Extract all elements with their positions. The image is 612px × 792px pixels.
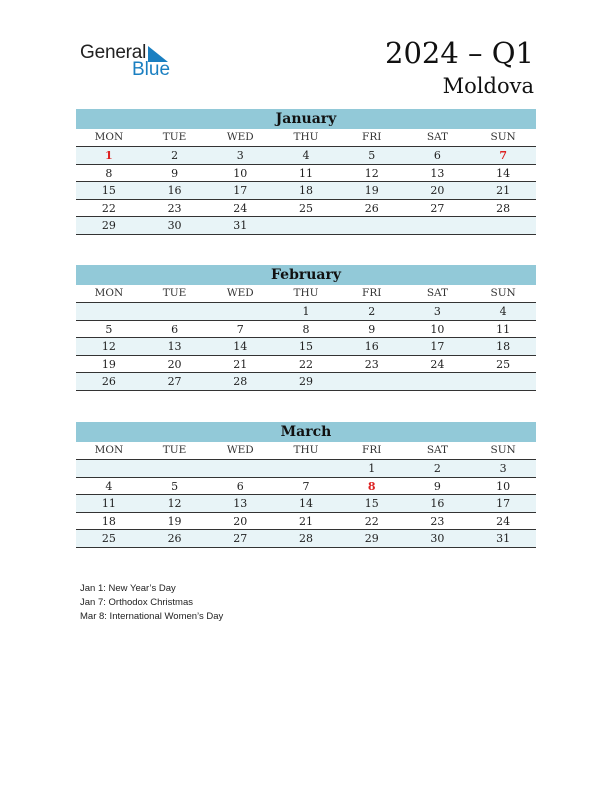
day-cell: 29 <box>298 375 313 388</box>
day-cell: 3 <box>433 305 441 318</box>
day-cell: 14 <box>233 340 248 353</box>
day-cell: 23 <box>364 357 379 371</box>
week-row <box>76 217 536 235</box>
day-cell: 12 <box>101 340 116 353</box>
day-cell: 10 <box>430 322 445 336</box>
logo-text-general: General <box>80 42 147 63</box>
day-cell: 10 <box>496 479 511 493</box>
day-cell: 22 <box>101 201 116 215</box>
day-cell: 31 <box>233 219 248 232</box>
day-cell: 18 <box>496 340 511 353</box>
day-cell: 12 <box>364 166 379 180</box>
day-cell: 2 <box>433 462 441 475</box>
day-cell: 9 <box>171 166 179 180</box>
day-cell <box>207 303 273 320</box>
day-cell: 13 <box>167 340 182 353</box>
day-cell: 30 <box>167 219 182 232</box>
day-cell: 18 <box>298 184 313 197</box>
day-cell: 5 <box>368 149 376 162</box>
day-cell <box>470 217 536 234</box>
generalblue-logo <box>80 40 200 80</box>
day-cell: 9 <box>433 479 441 493</box>
day-cell: 21 <box>298 514 313 528</box>
day-cell: 9 <box>368 322 376 336</box>
day-cell: 3 <box>236 149 244 162</box>
day-cell: 25 <box>298 201 313 215</box>
weekday-label: SAT <box>426 287 449 299</box>
day-cell: 20 <box>430 184 445 197</box>
day-cell: 4 <box>105 479 113 493</box>
day-cell: 6 <box>236 479 244 493</box>
day-cell <box>339 217 405 234</box>
day-cell: 25 <box>101 532 116 545</box>
day-cell: 6 <box>171 322 179 336</box>
day-cell: 26 <box>364 201 379 215</box>
day-cell: 12 <box>167 497 182 510</box>
day-cell: 4 <box>499 305 507 318</box>
month-header: March <box>76 422 536 442</box>
weekday-label: MON <box>94 287 124 299</box>
weekday-label: TUE <box>162 287 187 299</box>
week-row <box>76 321 536 339</box>
day-cell <box>339 373 405 390</box>
day-cell: 30 <box>430 532 445 545</box>
weekday-label: TUE <box>162 131 187 143</box>
day-cell: 25 <box>496 357 511 371</box>
weekday-label: FRI <box>362 131 382 143</box>
day-cell: 14 <box>496 166 511 180</box>
day-cell: 16 <box>167 184 182 197</box>
holiday-day-cell: 8 <box>367 479 376 493</box>
week-row <box>76 530 536 548</box>
weekday-label: SAT <box>426 444 449 456</box>
day-cell <box>405 373 471 390</box>
day-cell: 18 <box>101 514 116 528</box>
month-header: January <box>76 109 536 129</box>
week-row <box>76 338 536 356</box>
month-calendar-february <box>76 265 536 391</box>
day-cell: 29 <box>364 532 379 545</box>
weekday-label: MON <box>94 444 124 456</box>
day-cell: 20 <box>167 357 182 371</box>
week-row <box>76 165 536 183</box>
day-cell <box>207 460 273 477</box>
day-cell: 24 <box>496 514 511 528</box>
day-cell <box>142 460 208 477</box>
weekday-label: SAT <box>426 131 449 143</box>
day-cell: 23 <box>430 514 445 528</box>
day-cell: 17 <box>233 184 248 197</box>
weekday-label: THU <box>293 287 319 299</box>
day-cell: 21 <box>233 357 248 371</box>
day-cell: 31 <box>496 532 511 545</box>
day-cell: 20 <box>233 514 248 528</box>
day-cell <box>76 460 142 477</box>
week-row <box>76 495 536 513</box>
day-cell: 1 <box>368 462 376 475</box>
day-cell: 3 <box>499 462 507 475</box>
weekday-header-row <box>76 285 536 303</box>
month-calendar-january <box>76 109 536 235</box>
weekday-label: WED <box>226 287 254 299</box>
week-row <box>76 182 536 200</box>
weekday-label: FRI <box>362 444 382 456</box>
day-cell: 11 <box>298 166 313 180</box>
day-cell: 13 <box>430 166 445 180</box>
day-cell: 29 <box>101 219 116 232</box>
page-title: 2024 – Q1 <box>385 36 534 70</box>
day-cell: 19 <box>364 184 379 197</box>
day-cell: 28 <box>233 375 248 388</box>
day-cell: 2 <box>171 149 179 162</box>
month-calendar-march <box>76 422 536 548</box>
day-cell: 26 <box>167 532 182 545</box>
day-cell: 11 <box>101 497 116 510</box>
day-cell: 21 <box>496 184 511 197</box>
day-cell <box>470 373 536 390</box>
day-cell: 16 <box>364 340 379 353</box>
week-row <box>76 460 536 478</box>
day-cell: 13 <box>233 497 248 510</box>
holiday-day-cell: 7 <box>499 149 507 162</box>
weekday-label: THU <box>293 131 319 143</box>
day-cell: 24 <box>233 201 248 215</box>
day-cell: 1 <box>302 305 310 318</box>
week-row <box>76 200 536 218</box>
weekday-label: SUN <box>490 444 516 456</box>
holiday-notes <box>80 582 223 624</box>
week-row <box>76 147 536 165</box>
day-cell: 27 <box>430 201 445 215</box>
week-row <box>76 373 536 391</box>
weekday-label: WED <box>226 131 254 143</box>
day-cell: 28 <box>496 201 511 215</box>
day-cell: 22 <box>364 514 379 528</box>
week-row <box>76 478 536 496</box>
day-cell: 5 <box>105 322 113 336</box>
weekday-label: WED <box>226 444 254 456</box>
day-cell: 10 <box>233 166 248 180</box>
holiday-note: Mar 8: International Women’s Day <box>80 611 224 622</box>
holiday-day-cell: 1 <box>105 149 113 162</box>
day-cell: 19 <box>167 514 182 528</box>
day-cell: 27 <box>167 375 182 388</box>
weekday-label: SUN <box>490 131 516 143</box>
day-cell: 15 <box>298 340 313 353</box>
day-cell: 7 <box>302 479 310 493</box>
day-cell: 16 <box>430 497 445 510</box>
logo-text-blue: Blue <box>132 59 171 80</box>
day-cell: 2 <box>368 305 376 318</box>
day-cell: 5 <box>171 479 179 493</box>
day-cell <box>142 303 208 320</box>
day-cell: 4 <box>302 149 310 162</box>
day-cell: 11 <box>496 322 511 336</box>
week-row <box>76 303 536 321</box>
holiday-note: Jan 1: New Year’s Day <box>80 583 176 594</box>
day-cell: 19 <box>101 357 116 371</box>
day-cell: 14 <box>298 497 313 510</box>
month-header: February <box>76 265 536 285</box>
day-cell: 28 <box>298 532 313 545</box>
country-name: Moldova <box>442 74 534 98</box>
weekday-label: MON <box>94 131 124 143</box>
day-cell: 22 <box>298 357 313 371</box>
week-row <box>76 513 536 531</box>
week-row <box>76 356 536 374</box>
weekday-label: THU <box>293 444 319 456</box>
day-cell: 24 <box>430 357 445 371</box>
day-cell: 17 <box>496 497 511 510</box>
day-cell <box>76 303 142 320</box>
day-cell <box>273 217 339 234</box>
weekday-header-row <box>76 442 536 460</box>
day-cell: 6 <box>433 149 441 162</box>
weekday-label: TUE <box>162 444 187 456</box>
weekday-label: FRI <box>362 287 382 299</box>
day-cell: 15 <box>101 184 116 197</box>
day-cell: 7 <box>236 322 244 336</box>
day-cell: 8 <box>302 322 310 336</box>
weekday-label: SUN <box>490 287 516 299</box>
weekday-header-row <box>76 129 536 147</box>
day-cell <box>405 217 471 234</box>
day-cell: 27 <box>233 532 248 545</box>
holiday-note: Jan 7: Orthodox Christmas <box>80 597 193 608</box>
day-cell <box>273 460 339 477</box>
day-cell: 17 <box>430 340 445 353</box>
day-cell: 26 <box>101 375 116 388</box>
day-cell: 15 <box>364 497 379 510</box>
day-cell: 23 <box>167 201 182 215</box>
day-cell: 8 <box>105 166 113 180</box>
